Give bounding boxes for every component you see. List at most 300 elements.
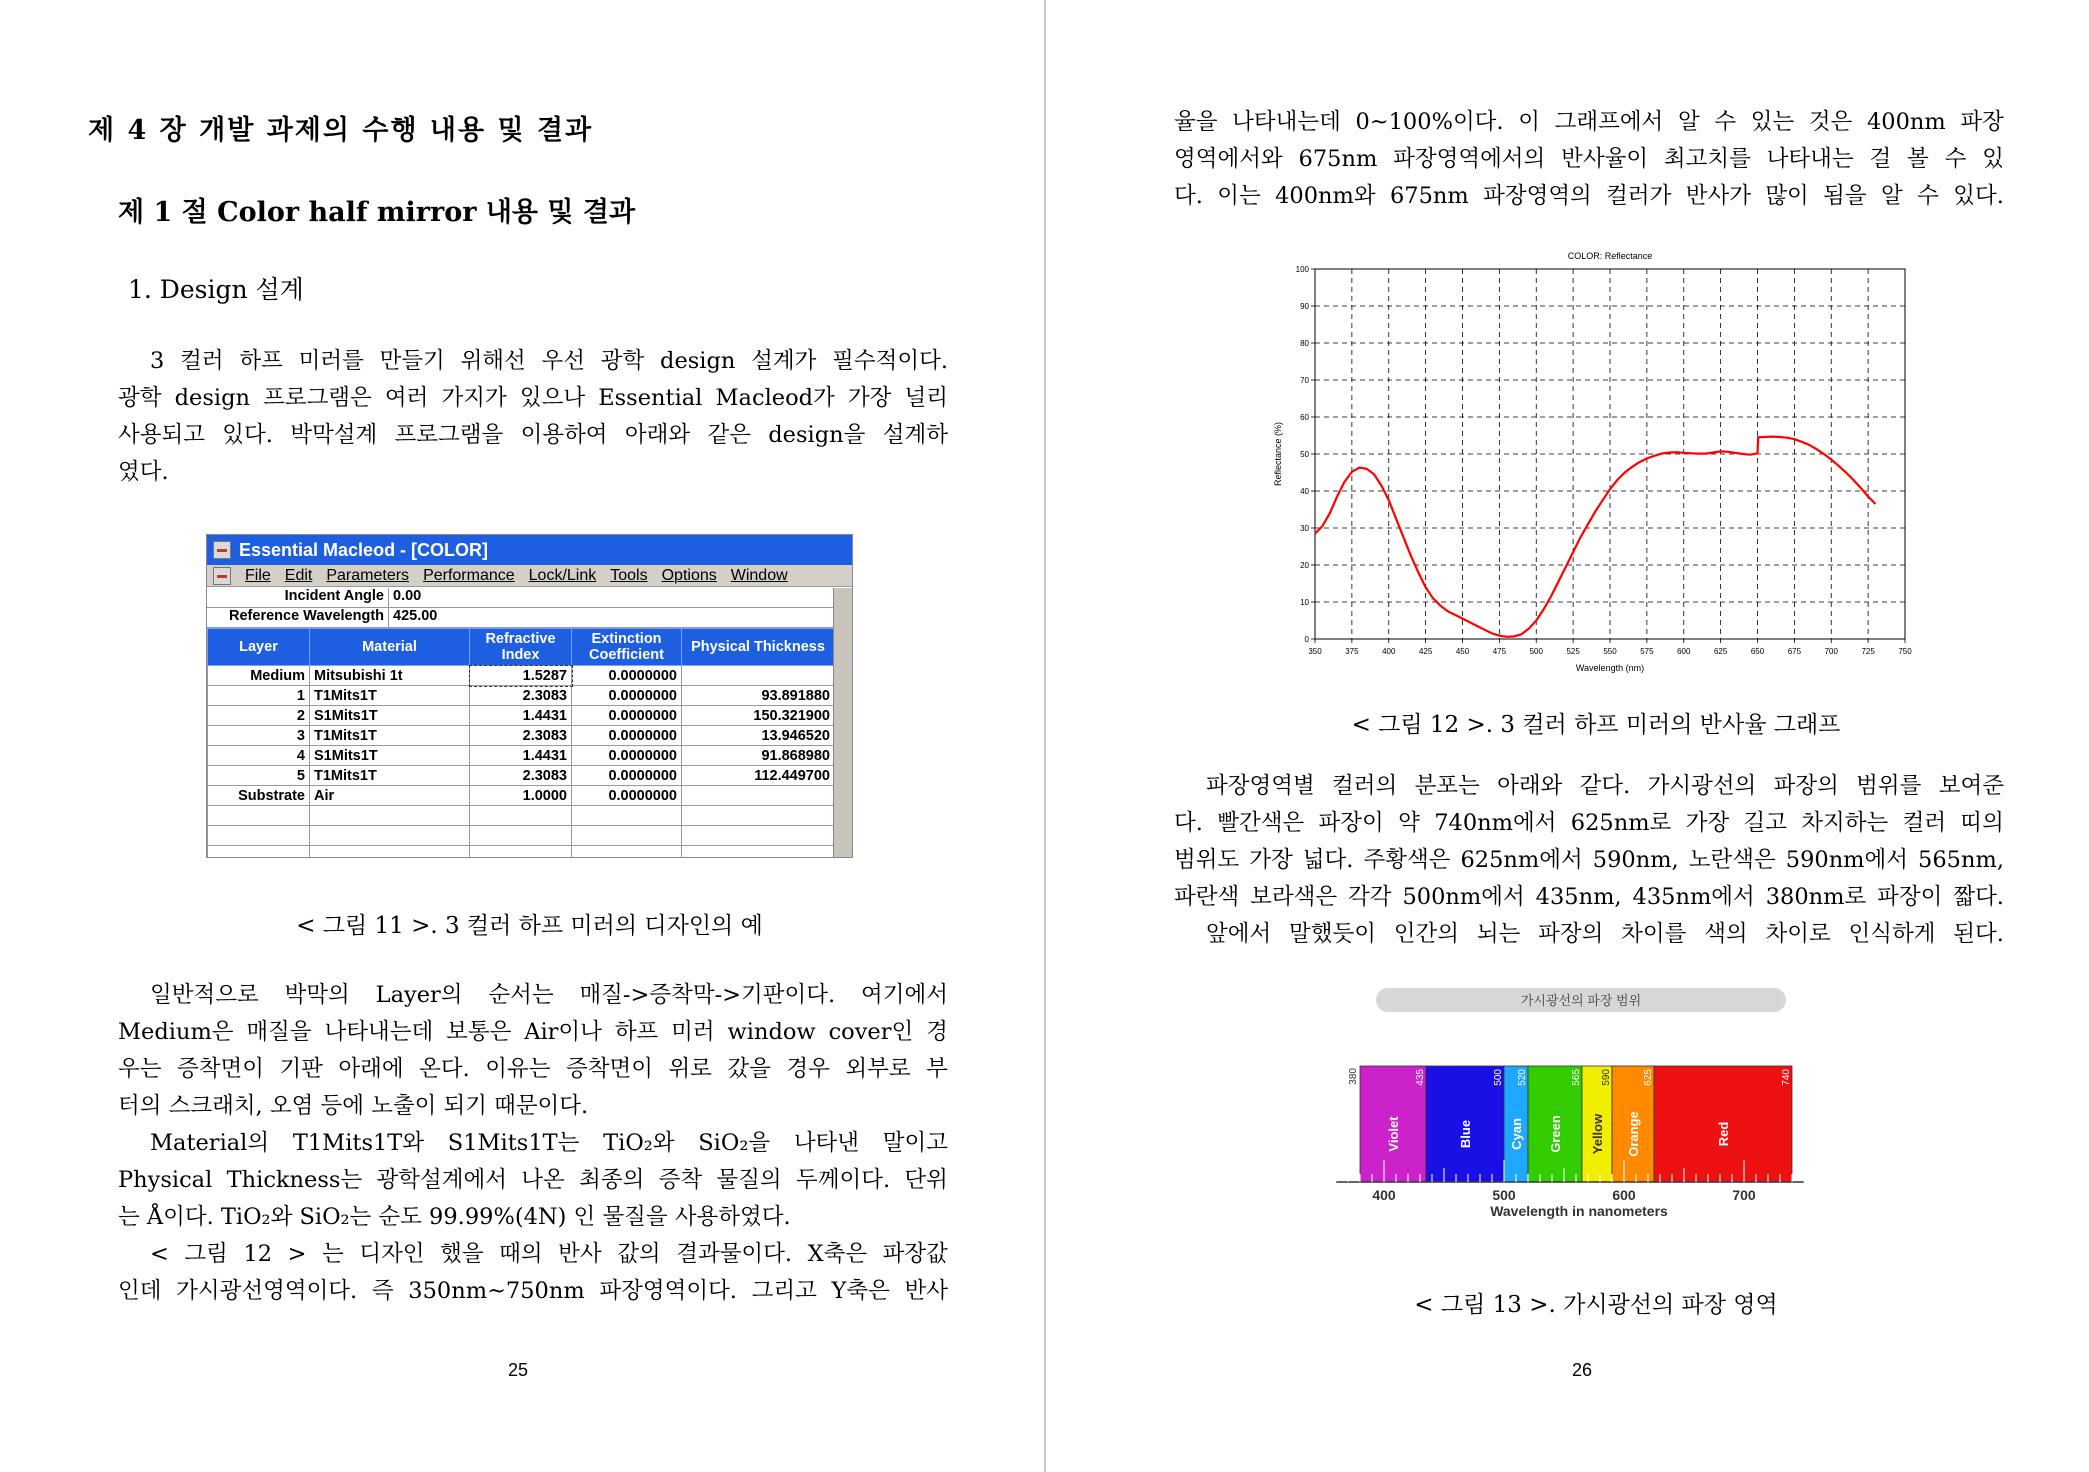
chart-grid — [1315, 269, 1905, 639]
x-tick-label: 625 — [1713, 647, 1728, 656]
word: 350nm~750nm — [408, 1278, 585, 1304]
x-tick-label: 475 — [1492, 647, 1507, 656]
word: 435nm, — [1535, 884, 1622, 910]
word: 광학 — [600, 348, 645, 374]
refractive-index-cell[interactable]: 2.3083 — [470, 766, 572, 786]
word: 625nm로 — [1570, 810, 1672, 836]
layer-row[interactable] — [208, 686, 835, 706]
thickness-cell[interactable]: 91.868980 — [682, 746, 835, 766]
word: 있다. — [1953, 183, 2004, 209]
word: 일반적으로 — [150, 982, 259, 1008]
spectrum-band-label: Orange — [1626, 1111, 1641, 1157]
x-tick-label: 725 — [1861, 647, 1875, 656]
layer-row[interactable] — [208, 806, 835, 826]
spectrum-edge-label: 500 — [1493, 1069, 1504, 1086]
x-tick-label: 750 — [1898, 647, 1912, 656]
layer-cell[interactable]: Medium — [208, 666, 310, 686]
word: 온다. — [419, 1056, 470, 1082]
menu-tools[interactable]: Tools — [610, 566, 648, 584]
word: 아래와 — [624, 422, 691, 448]
word: 차지하는 — [1801, 810, 1889, 836]
word: 인간의 — [1393, 921, 1460, 947]
material-cell[interactable]: Mitsubishi 1t — [310, 666, 470, 686]
menu-parameters[interactable]: Parameters — [326, 566, 410, 584]
page-number-right: 26 — [1572, 1360, 1593, 1380]
extinction-cell[interactable] — [572, 806, 682, 826]
menu-window[interactable]: Window — [730, 566, 788, 584]
word: T1Mits1T와 — [292, 1130, 425, 1156]
extinction-cell[interactable]: 0.0000000 — [572, 686, 682, 706]
text-line — [118, 977, 948, 1014]
layer-cell[interactable]: Substrate — [208, 786, 310, 806]
word: 알 — [1677, 109, 1700, 135]
word: 우선 — [541, 348, 586, 374]
word: 있 — [1982, 146, 2004, 172]
material-cell[interactable] — [310, 806, 470, 826]
x-tick-label: 425 — [1418, 647, 1433, 656]
text-line — [1174, 805, 2004, 842]
extinction-cell[interactable]: 0.0000000 — [572, 786, 682, 806]
word: 가장 — [1685, 810, 1730, 836]
word: 12 — [243, 1241, 273, 1267]
word: 400nm — [1866, 109, 1946, 135]
word: 파장이 — [1318, 810, 1384, 836]
word: 외부로 — [845, 1056, 911, 1082]
word: 가장 — [847, 385, 892, 411]
layer-row[interactable] — [208, 846, 835, 859]
word: 광학설계에서 — [376, 1167, 507, 1193]
material-cell[interactable] — [310, 846, 470, 859]
layer-cell[interactable] — [208, 806, 310, 826]
word: Thickness는 — [226, 1167, 363, 1193]
extinction-cell[interactable]: 0.0000000 — [572, 726, 682, 746]
reflectance-chart-svg — [1265, 250, 1915, 690]
menu-options[interactable]: Options — [661, 566, 717, 584]
paragraph-reflectance — [1174, 104, 2004, 215]
word: 740nm에서 — [1434, 810, 1557, 836]
word: 색의 — [1704, 921, 1748, 947]
word: 나타내는데 — [324, 1019, 434, 1045]
word: 나타내는데 — [1232, 109, 1341, 135]
refractive-index-cell[interactable]: 1.0000 — [470, 786, 572, 806]
text-line — [1174, 842, 2004, 879]
word: 증착면이 — [176, 1056, 264, 1082]
word: Y축은 — [831, 1278, 890, 1304]
text-line — [1174, 178, 2004, 215]
word: 파장영역에서의 — [1393, 146, 1546, 172]
word: 있으나 — [519, 385, 586, 411]
word: 반사율이 — [1561, 146, 1649, 172]
app-icon — [213, 541, 231, 559]
word: 율을 — [1174, 109, 1218, 135]
word: 순서는 — [488, 982, 554, 1008]
word: 여러 — [384, 385, 429, 411]
layer-row[interactable] — [208, 826, 835, 846]
text-line — [118, 343, 948, 380]
layer-row[interactable] — [208, 746, 835, 766]
word: 매질을 — [246, 1019, 312, 1045]
material-cell[interactable]: Air — [310, 786, 470, 806]
word: S1Mits1T는 — [447, 1130, 580, 1156]
x-tick-label: 700 — [1824, 647, 1838, 656]
material-cell[interactable]: S1Mits1T — [310, 746, 470, 766]
word: 다. — [1174, 183, 1203, 209]
col-physical-thickness[interactable]: Physical Thickness — [682, 629, 835, 666]
word: 590nm에서 — [1785, 847, 1908, 873]
menu-performance[interactable]: Performance — [423, 566, 515, 584]
layer-row[interactable] — [208, 766, 835, 786]
word: 여기에서 — [860, 982, 948, 1008]
extinction-cell[interactable]: 0.0000000 — [572, 766, 682, 786]
thickness-cell[interactable] — [682, 846, 835, 859]
word: 증착 — [658, 1167, 703, 1193]
word: 나온 — [521, 1167, 565, 1193]
word: 컬러의 — [1332, 773, 1398, 799]
chapter-title: 제 4 장 개발 과제의 수행 내용 및 결과 — [88, 115, 594, 146]
word: window — [727, 1019, 816, 1045]
word: 675nm — [1389, 183, 1469, 209]
layer-row[interactable] — [208, 706, 835, 726]
spectrum-band-label: Red — [1716, 1121, 1731, 1147]
thickness-cell[interactable] — [682, 786, 835, 806]
vertical-scrollbar[interactable] — [833, 588, 852, 857]
y-tick-label: 40 — [1300, 487, 1309, 496]
word: 아래에 — [338, 1056, 404, 1082]
material-cell[interactable]: T1Mits1T — [310, 726, 470, 746]
word: 된다. — [1953, 921, 2004, 947]
word: 물질의 — [716, 1167, 782, 1193]
layer-cell[interactable] — [208, 826, 310, 846]
refractive-index-cell[interactable] — [470, 826, 572, 846]
ref-wavelength-label: Reference Wavelength — [207, 608, 389, 627]
word: 반사 — [904, 1278, 948, 1304]
word: 노란색은 — [1688, 847, 1776, 873]
word: 말이고 — [882, 1130, 948, 1156]
thickness-cell[interactable] — [682, 666, 835, 686]
word: 파장영역별 — [1206, 773, 1315, 799]
word: 각각 — [1348, 884, 1392, 910]
layer-cell[interactable]: 1 — [208, 686, 310, 706]
spectrum-tick-label: 500 — [1492, 1187, 1516, 1203]
spectrum-tick-label: 600 — [1612, 1187, 1636, 1203]
x-tick-label: 575 — [1640, 647, 1654, 656]
word: 이 — [1518, 109, 1540, 135]
word: 그림 — [184, 1241, 228, 1267]
extinction-cell[interactable] — [572, 846, 682, 859]
col-extinction-coefficient[interactable]: Extinction Coefficient — [572, 629, 682, 666]
x-tick-label: 400 — [1382, 647, 1396, 656]
word: 같다. — [1579, 773, 1631, 799]
spectrum-edge-label: 520 — [1517, 1069, 1528, 1086]
x-tick-label: 675 — [1787, 647, 1802, 656]
word: 것은 — [1808, 109, 1853, 135]
word: 필수적이다. — [832, 348, 948, 374]
material-cell[interactable]: T1Mits1T — [310, 686, 470, 706]
word: 그리고 — [751, 1278, 817, 1304]
col-material[interactable]: Material — [310, 629, 470, 666]
word: 400nm와 — [1275, 183, 1376, 209]
word: 즉 — [371, 1278, 394, 1304]
word: 435nm에서 — [1632, 884, 1755, 910]
word: 만들기 — [379, 348, 445, 374]
word: X축은 — [807, 1241, 868, 1267]
refractive-index-cell[interactable] — [470, 846, 572, 859]
layer-cell[interactable]: 2 — [208, 706, 310, 726]
word: 컬러 — [180, 348, 224, 374]
word: 하프 — [614, 1019, 659, 1045]
word: 증착면이 — [565, 1056, 653, 1082]
menu-lock-link[interactable]: Lock/Link — [528, 566, 597, 584]
word: 수 — [1917, 183, 1939, 209]
word: < — [150, 1241, 169, 1267]
word: 나타내는 — [1766, 146, 1854, 172]
y-tick-label: 10 — [1300, 598, 1309, 607]
layer-row[interactable] — [208, 666, 835, 686]
spectrum-tick-label: 700 — [1732, 1187, 1756, 1203]
word: 625nm에서 — [1460, 847, 1583, 873]
word: 매질->증착막->기판이다. — [579, 982, 836, 1008]
word: SiO₂을 — [698, 1130, 771, 1156]
word: 보통은 — [446, 1019, 512, 1045]
text-line: 터의 스크래치, 오염 등에 노출이 되기 때문이다. — [118, 1093, 589, 1119]
word: 기판 — [279, 1056, 323, 1082]
refractive-index-cell[interactable]: 2.3083 — [470, 686, 572, 706]
text-line — [1174, 879, 2004, 916]
text-line — [118, 1273, 948, 1310]
word: 나타낸 — [793, 1130, 860, 1156]
text-line: 였다. — [118, 459, 169, 485]
y-tick-label: 50 — [1300, 450, 1309, 459]
word: design — [660, 348, 736, 374]
spectrum-band-label: Violet — [1386, 1116, 1401, 1152]
word: 있다. — [222, 422, 273, 448]
spectrum-band-label: Green — [1548, 1115, 1563, 1153]
word: Material의 — [150, 1130, 270, 1156]
word: 보여준 — [1938, 773, 2004, 799]
window-body — [207, 588, 835, 857]
y-tick-label: 90 — [1300, 302, 1309, 311]
spectrum-edge-label: 740 — [1781, 1069, 1792, 1086]
menu-edit[interactable]: Edit — [284, 566, 313, 584]
word: 컬러가 — [1606, 183, 1672, 209]
figure12-caption: < 그림 12 >. 3 컬러 하프 미러의 반사율 그래프 — [1351, 712, 1841, 738]
word: 파장영역이다. — [599, 1278, 737, 1304]
x-tick-label: 650 — [1750, 647, 1765, 656]
word: 아래와 — [1497, 773, 1563, 799]
word: 경 — [926, 1019, 948, 1045]
doc-icon — [213, 567, 231, 585]
refractive-index-cell[interactable]: 1.5287 — [470, 666, 572, 686]
word: 위로 — [668, 1056, 712, 1082]
word: 같은 — [707, 422, 751, 448]
word: 반사 — [558, 1241, 602, 1267]
refractive-index-cell[interactable]: 2.3083 — [470, 726, 572, 746]
word: 있는 — [1750, 109, 1795, 135]
word: 미러 — [671, 1019, 715, 1045]
word: 짧다. — [1953, 884, 2004, 910]
figure11-caption: < 그림 11 >. 3 컬러 하프 미러의 디자인의 예 — [296, 913, 763, 939]
text-line — [118, 1162, 948, 1199]
menu-file[interactable]: File — [245, 566, 271, 584]
thickness-cell[interactable]: 112.449700 — [682, 766, 835, 786]
layer-row[interactable] — [208, 726, 835, 746]
refractive-index-cell[interactable]: 1.4431 — [470, 706, 572, 726]
word: TiO₂와 — [603, 1130, 675, 1156]
page-number-left: 25 — [508, 1360, 529, 1380]
thickness-cell[interactable]: 93.891880 — [682, 686, 835, 706]
reflectance-chart — [1265, 250, 1915, 690]
col-layer[interactable]: Layer — [208, 629, 310, 666]
text-line — [118, 1014, 948, 1051]
thickness-cell[interactable] — [682, 806, 835, 826]
word: 가장 — [1249, 847, 1293, 873]
refractive-index-cell[interactable]: 1.4431 — [470, 746, 572, 766]
layer-cell[interactable]: 5 — [208, 766, 310, 786]
layer-cell[interactable] — [208, 846, 310, 859]
thickness-cell[interactable]: 13.946520 — [682, 726, 835, 746]
word: 보라색은 — [1250, 884, 1338, 910]
x-tick-label: 375 — [1345, 647, 1359, 656]
text-line — [1174, 141, 2004, 178]
word: 주황색은 — [1363, 847, 1451, 873]
word: 675nm — [1298, 146, 1378, 172]
extinction-cell[interactable]: 0.0000000 — [572, 666, 682, 686]
layer-cell[interactable]: 3 — [208, 726, 310, 746]
material-cell[interactable]: T1Mits1T — [310, 766, 470, 786]
y-tick-label: 0 — [1304, 635, 1309, 644]
word: 파장값 — [882, 1241, 948, 1267]
window-title: Essential Macleod - [COLOR] — [239, 539, 489, 560]
word: Macleod가 — [715, 385, 835, 411]
word: 광학 — [118, 385, 162, 411]
word: 걸 — [1869, 146, 1892, 172]
chart-title: COLOR: Reflectance — [1567, 251, 1653, 261]
layer-table-header — [208, 629, 835, 666]
ref-wavelength-value[interactable]: 425.00 — [393, 608, 438, 624]
word: 다. — [1174, 810, 1203, 836]
word: 컬러 — [1902, 810, 1947, 836]
word: 반사가 — [1685, 183, 1751, 209]
window-titlebar — [207, 535, 852, 565]
word: design — [174, 385, 250, 411]
word: 두께이다. — [796, 1167, 891, 1193]
word: 앞에서 — [1206, 921, 1272, 947]
word: 이는 — [1217, 183, 1261, 209]
text-line: 는 Å이다. TiO₂와 SiO₂는 순도 99.99%(4N) 인 물질을 사용하였다. — [118, 1204, 791, 1230]
word: 디자인 — [359, 1241, 425, 1267]
text-line — [1174, 104, 2004, 141]
refractive-index-cell[interactable] — [470, 806, 572, 826]
spectrum-x-label: Wavelength in nanometers — [1490, 1203, 1668, 1219]
word: cover인 — [828, 1019, 914, 1045]
word: 됨을 — [1823, 183, 1867, 209]
word: 파장영역의 — [1483, 183, 1592, 209]
spectrum-edge-label: 565 — [1571, 1069, 1582, 1086]
chart-x-axis-label: Wavelength (nm) — [1575, 663, 1645, 673]
subsection-title: 1. Design 설계 — [128, 275, 304, 304]
word: 인식하게 — [1848, 921, 1936, 947]
incident-angle-value[interactable]: 0.00 — [393, 588, 422, 604]
word: 파장의 — [1773, 773, 1839, 799]
left-page — [0, 0, 1044, 1472]
paragraph-layers — [118, 977, 948, 1310]
text-line — [118, 1236, 948, 1273]
word: 볼 — [1907, 146, 1929, 172]
col-refractive-index[interactable]: Refractive Index — [470, 629, 572, 666]
word: 가시광선영역이다. — [176, 1278, 358, 1304]
x-tick-label: 350 — [1308, 647, 1322, 656]
extinction-cell[interactable]: 0.0000000 — [572, 706, 682, 726]
word: 미러를 — [298, 348, 364, 374]
right-page — [1046, 0, 2089, 1472]
spectrum-title: 가시광선의 파장 범위 — [1520, 993, 1642, 1008]
spectrum-band-label: Yellow — [1590, 1113, 1605, 1155]
material-cell[interactable] — [310, 826, 470, 846]
macleod-window — [206, 534, 853, 858]
word: 최고치를 — [1663, 146, 1751, 172]
word: Air이나 — [524, 1019, 602, 1045]
text-line — [118, 1125, 948, 1162]
ref-wavelength-row — [207, 608, 835, 628]
word: 590nm, — [1592, 847, 1679, 873]
section-title: 제 1 절 Color half mirror 내용 및 결과 — [118, 197, 636, 228]
word: 수 — [1714, 109, 1737, 135]
thickness-cell[interactable] — [682, 826, 835, 846]
word: 경우 — [786, 1056, 830, 1082]
x-tick-label: 600 — [1677, 647, 1691, 656]
word: Essential — [598, 385, 703, 411]
word: Physical — [118, 1167, 213, 1193]
word: 프로그램을 — [394, 422, 504, 448]
word: 갔을 — [727, 1056, 771, 1082]
word: 565nm, — [1918, 847, 2004, 873]
word: 위해선 — [460, 348, 526, 374]
spectrum-edge-label: 590 — [1601, 1069, 1612, 1086]
word: 이유는 — [485, 1056, 551, 1082]
word: 이용하여 — [520, 422, 608, 448]
spectrum-bands — [1348, 1066, 1792, 1182]
word: 많이 — [1765, 183, 1809, 209]
word: > — [287, 1241, 307, 1267]
thickness-cell[interactable]: 150.321900 — [682, 706, 835, 726]
word: 가시광선의 — [1647, 773, 1757, 799]
word: 하프 — [239, 348, 283, 374]
extinction-cell[interactable] — [572, 826, 682, 846]
text-line — [1174, 768, 2004, 805]
extinction-cell[interactable]: 0.0000000 — [572, 746, 682, 766]
word: 프로그램은 — [263, 385, 372, 411]
word: 파장 — [1960, 109, 2004, 135]
word: 뇌는 — [1476, 921, 1521, 947]
word: 영역에서와 — [1174, 146, 1283, 172]
word: 3 — [150, 348, 165, 374]
incident-angle-label: Incident Angle — [207, 588, 389, 607]
spectrum-edge-label: 435 — [1415, 1069, 1426, 1086]
word: 파장이 — [1877, 884, 1943, 910]
word: 가지가 — [441, 385, 507, 411]
spectrum-tick-label: 400 — [1372, 1187, 1396, 1203]
word: 빨간색은 — [1217, 810, 1305, 836]
material-cell[interactable]: S1Mits1T — [310, 706, 470, 726]
word: 차이를 — [1621, 921, 1687, 947]
word: 부 — [926, 1056, 948, 1082]
layer-row[interactable] — [208, 786, 835, 806]
word: 결과물이다. — [676, 1241, 793, 1267]
word: 사용되고 — [118, 422, 205, 448]
word: 박막의 — [284, 982, 350, 1008]
layer-cell[interactable]: 4 — [208, 746, 310, 766]
word: 약 — [1398, 810, 1420, 836]
